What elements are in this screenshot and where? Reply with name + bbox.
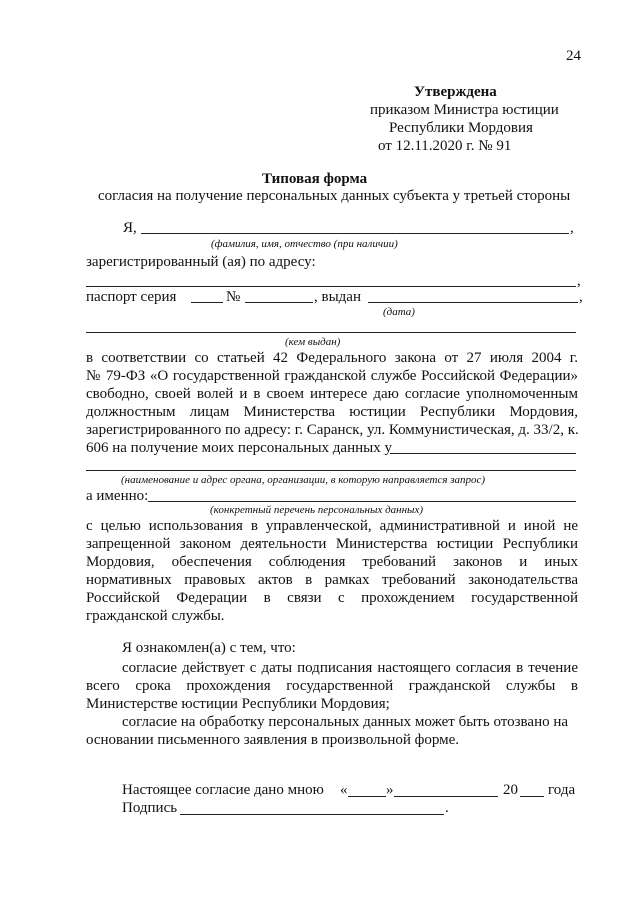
i-end: ,	[570, 220, 574, 236]
year-suffix: года	[548, 782, 576, 798]
i-label: Я,	[123, 220, 137, 236]
issuer-field[interactable]	[86, 332, 576, 333]
page-number: 24	[566, 48, 581, 64]
form-title: Типовая форма	[262, 171, 368, 187]
issued-label: , выдан	[314, 289, 361, 305]
revoke-line-1: согласие на обработку персональных данных может быть отозвано на	[122, 714, 569, 730]
purpose-line-2: запрещенной законом деятельности Министерства юстиции Республики	[86, 536, 578, 552]
full-name-field[interactable]	[141, 233, 569, 234]
purpose-line-4: нормативных правовых актов в рамках требований законодательства	[86, 572, 578, 588]
organization-field[interactable]	[390, 453, 576, 454]
name-caption: (фамилия, имя, отчество (при наличии)	[211, 238, 398, 250]
purpose-line-3: Мордовия, обеспечения соблюдения требований законов и иных	[86, 554, 578, 570]
approval-line-3: от 12.11.2020 г. № 91	[378, 138, 512, 154]
consent-line-6: 606 на получение моих персональных данных у	[86, 440, 392, 456]
consent-line-5: зарегистрированного по адресу: г. Саранск, ул. Коммунистическая, д. 33/2, к.	[86, 422, 579, 438]
approval-line-2: Республики Мордовия	[389, 120, 533, 136]
address-field[interactable]	[86, 286, 576, 287]
validity-line-1: согласие действует с даты подписания настоящего согласия в течение	[122, 660, 578, 676]
approval-title: Утверждена	[414, 84, 497, 100]
organization-caption: (наименование и адрес органа, организации, в которую направляется запрос)	[121, 474, 486, 486]
passport-end: ,	[579, 289, 583, 305]
day-field[interactable]	[348, 796, 386, 797]
signature-end: .	[445, 800, 449, 816]
data-list-caption: (конкретный перечень персональных данных)	[210, 504, 424, 516]
acknowledge-text: Я ознакомлен(а) с тем, что:	[122, 640, 296, 656]
passport-number-field[interactable]	[245, 302, 313, 303]
namely-label: а именно:	[86, 488, 149, 504]
consent-line-2: № 79-ФЗ «О государственной гражданской службе Российской Федерации»	[86, 368, 578, 384]
issuer-caption: (кем выдан)	[285, 336, 341, 348]
year-prefix: 20	[503, 782, 518, 798]
passport-series-field[interactable]	[191, 302, 223, 303]
address-end: ,	[577, 273, 581, 289]
form-subtitle: согласия на получение персональных данных субъекта у третьей стороны	[98, 188, 571, 204]
consent-line-4: должностным лицам Министерства юстиции Республики Мордовия,	[86, 404, 578, 420]
signature-label: Подпись	[122, 800, 178, 816]
consent-line-3: свободно, своей волей и в своем интересе даю согласие уполномоченным	[86, 386, 578, 402]
passport-label: паспорт серия	[86, 289, 177, 305]
quote-open: «	[340, 782, 348, 798]
revoke-line-2: основании письменного заявления в произвольной форме.	[86, 732, 460, 748]
purpose-line-1: с целью использования в управленческой, административной и иной не	[86, 518, 578, 534]
purpose-line-5: Российской Федерации в связи с прохождением государственной	[86, 590, 578, 606]
consent-line-1: в соответствии со статьей 42 Федерального закона от 27 июля 2004 г.	[86, 350, 578, 366]
year-field[interactable]	[520, 796, 544, 797]
approval-line-1: приказом Министра юстиции	[370, 102, 559, 118]
issue-date-field[interactable]	[368, 302, 578, 303]
passport-number-label: №	[226, 289, 241, 305]
date-caption: (дата)	[383, 306, 415, 318]
address-label: зарегистрированный (ая) по адресу:	[86, 254, 316, 270]
signature-field[interactable]	[180, 814, 444, 815]
consent-given-label: Настоящее согласие дано мною	[122, 782, 324, 798]
quote-close: »	[386, 782, 394, 798]
data-list-field[interactable]	[148, 501, 576, 502]
organization-field-2[interactable]	[86, 470, 576, 471]
month-field[interactable]	[394, 796, 498, 797]
purpose-line-6: гражданской службы.	[86, 608, 225, 624]
validity-line-3: Министерстве юстиции Республики Мордовия;	[86, 696, 390, 712]
validity-line-2: всего срока прохождения государственной гражданской службы в	[86, 678, 578, 694]
